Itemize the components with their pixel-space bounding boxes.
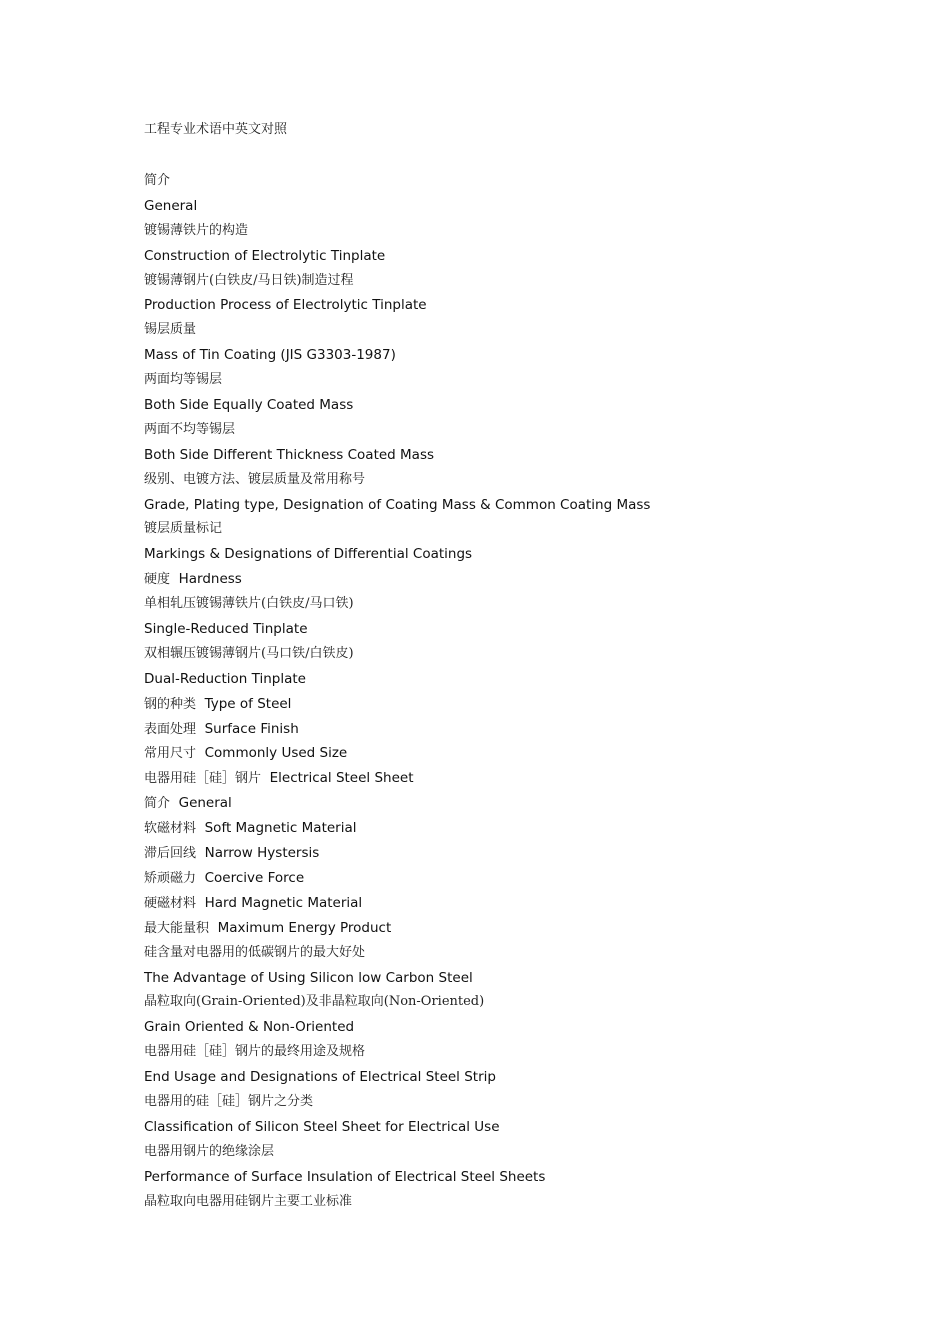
term-english: Narrow Hystersis xyxy=(204,845,320,862)
term-line-mixed xyxy=(144,567,844,592)
term-chinese: 表面处理 xyxy=(144,721,197,737)
term-english: Commonly Used Size xyxy=(204,745,348,762)
term-chinese-line: 电器用硅［硅］钢片的最终用途及规格 xyxy=(144,1044,366,1060)
term-chinese: 钢的种类 xyxy=(144,696,197,712)
term-chinese: 矫顽磁力 xyxy=(144,870,197,886)
term-english-line: Dual-Reduction Tinplate xyxy=(144,670,306,687)
term-english-line: Grade, Plating type, Designation of Coating Mass & Common Coating Mass xyxy=(144,496,651,513)
term-chinese-line: 单相轧压镀锡薄铁片(白铁皮/马口铁) xyxy=(144,596,354,612)
term-chinese-line: 简介 xyxy=(144,173,171,188)
term-chinese-line: 镀层质量标记 xyxy=(144,521,223,537)
term-chinese-line: 两面均等锡层 xyxy=(144,372,223,388)
term-line-mixed xyxy=(144,816,844,841)
term-line-mixed xyxy=(144,866,844,891)
term-english-line: Both Side Different Thickness Coated Mass xyxy=(144,446,435,463)
term-line-mixed xyxy=(144,766,844,791)
term-english-line: Grain Oriented & Non-Oriented xyxy=(144,1019,355,1036)
term-chinese-line: 镀锡薄钢片(白铁皮/马日铁)制造过程 xyxy=(144,272,354,288)
term-chinese-line: 硅含量对电器用的低碳钢片的最大好处 xyxy=(144,944,366,960)
term-chinese-line: 晶粒取向电器用硅钢片主要工业标准 xyxy=(144,1193,353,1209)
term-chinese: 最大能量积 xyxy=(144,920,210,936)
term-chinese: 电器用硅［硅］钢片 xyxy=(144,771,262,787)
term-chinese-line: 两面不均等锡层 xyxy=(144,421,236,437)
term-chinese: 硬度 xyxy=(144,572,171,588)
term-line-mixed xyxy=(144,916,844,941)
term-english-line: Single-Reduced Tinplate xyxy=(144,621,308,638)
term-english: Hardness xyxy=(178,571,242,588)
term-english-line: Mass of Tin Coating (JIS G3303-1987) xyxy=(144,347,396,364)
term-english: Coercive Force xyxy=(204,869,305,886)
term-line-mixed xyxy=(144,741,844,766)
term-chinese: 常用尺寸 xyxy=(144,746,197,762)
term-chinese: 滞后回线 xyxy=(144,846,197,862)
term-chinese-line: 晶粒取向(Grain-Oriented)及非晶粒取向(Non-Oriented) xyxy=(144,994,485,1010)
term-english: Hard Magnetic Material xyxy=(204,894,363,911)
term-chinese: 软磁材料 xyxy=(144,821,197,837)
term-chinese-line: 级别、电镀方法、镀层质量及常用称号 xyxy=(144,471,366,487)
term-line-mixed xyxy=(144,717,844,742)
term-english: Electrical Steel Sheet xyxy=(269,770,414,787)
document-title: 工程专业术语中英文对照 xyxy=(144,122,288,137)
term-english-line: Production Process of Electrolytic Tinplate xyxy=(144,297,427,314)
term-chinese-line: 锡层质量 xyxy=(144,322,197,338)
term-chinese-line: 电器用的硅［硅］钢片之分类 xyxy=(144,1093,314,1109)
term-english-line: General xyxy=(144,197,198,214)
term-english: Soft Magnetic Material xyxy=(204,820,357,837)
term-chinese-line: 双相辗压镀锡薄钢片(马口铁/白铁皮) xyxy=(144,645,354,661)
term-english: Type of Steel xyxy=(204,695,292,712)
term-english-line: End Usage and Designations of Electrical Steel Strip xyxy=(144,1069,496,1086)
term-english: Surface Finish xyxy=(204,720,299,737)
term-line-mixed xyxy=(144,791,844,816)
term-chinese: 简介 xyxy=(144,796,171,812)
term-line-mixed xyxy=(144,891,844,916)
term-chinese-line: 电器用钢片的绝缘涂层 xyxy=(144,1143,275,1159)
term-chinese: 硬磁材料 xyxy=(144,895,197,911)
term-english-line: Classification of Silicon Steel Sheet for Electrical Use xyxy=(144,1118,500,1135)
term-english: Maximum Energy Product xyxy=(217,919,392,936)
term-english-line: Construction of Electrolytic Tinplate xyxy=(144,247,386,264)
term-english: General xyxy=(178,795,232,812)
term-english-line: Performance of Surface Insulation of Electrical Steel Sheets xyxy=(144,1168,546,1185)
term-english-line: Both Side Equally Coated Mass xyxy=(144,397,354,414)
term-english-line: The Advantage of Using Silicon low Carbon Steel xyxy=(144,969,473,986)
term-chinese-line: 镀锡薄铁片的构造 xyxy=(144,222,249,238)
term-list xyxy=(144,169,844,1214)
term-english-line: Markings & Designations of Differential Coatings xyxy=(144,546,473,563)
term-line-mixed xyxy=(144,692,844,717)
term-line-mixed xyxy=(144,841,844,866)
